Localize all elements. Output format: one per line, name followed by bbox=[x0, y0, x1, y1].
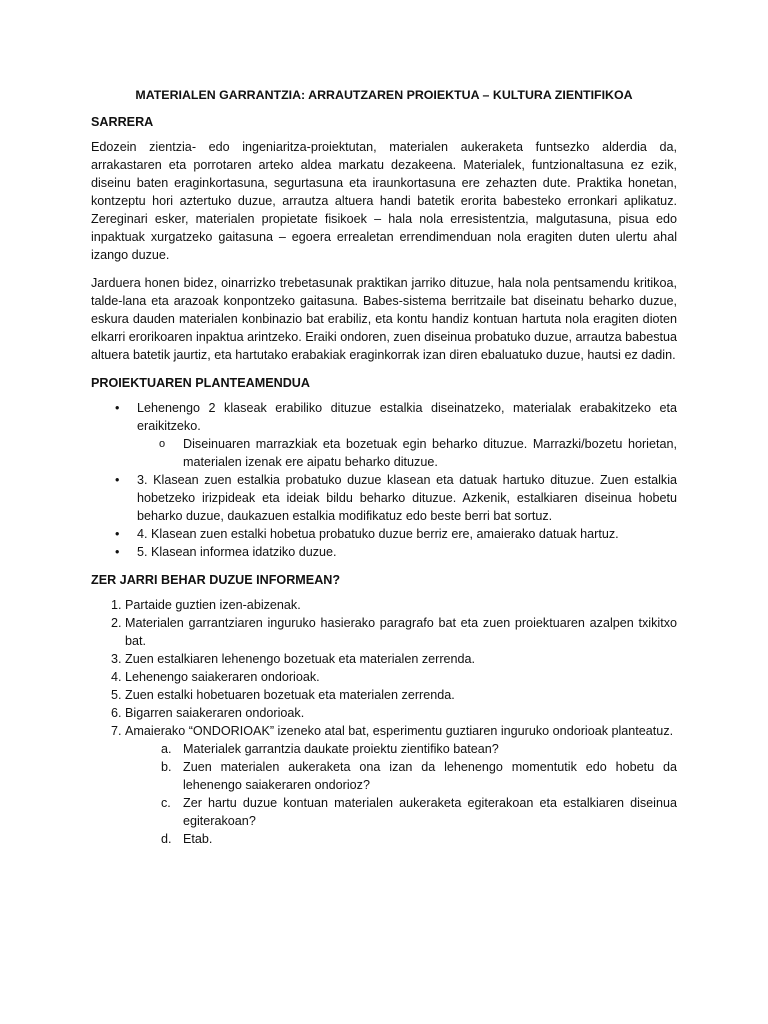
conclusion-question-text: Materialek garrantzia daukate proiektu zientifiko batean? bbox=[183, 742, 499, 756]
bullet-icon: • bbox=[115, 527, 120, 541]
conclusion-question-text: Zer hartu duzue kontuan materialen aukeraketa egiterakoan eta estalkiaren diseinua egiterakoan? bbox=[183, 796, 677, 828]
list-number: 6. bbox=[111, 706, 122, 720]
list-item bbox=[91, 704, 677, 722]
list-item bbox=[91, 471, 677, 525]
conclusions-sub-list bbox=[125, 740, 677, 848]
plan-list bbox=[91, 399, 677, 561]
document-page bbox=[91, 86, 677, 848]
list-letter: c. bbox=[161, 796, 171, 810]
document-title: MATERIALEN GARRANTZIA: ARRAUTZAREN PROIEKTUA – KULTURA ZIENTIFIKOA bbox=[135, 88, 633, 102]
list-item bbox=[125, 758, 677, 794]
intro-paragraph-2: Jarduera honen bidez, oinarrizko trebetasunak praktikan jarriko dituzue, hala nola pentsamendu kritikoa, talde-lana eta arazoak konpontzeko gaitasuna. Babes-sistema berritzaile bat diseinatu beharko duzue, eskura dauden materialen konbinazio bat erabiliz, eta kontu handiz kontuan hartuta nola eragiten dioten elkarri erorikoaren inpaktua arintzeko. Eraiki ondoren, zuen diseinua probatuko duzue, arrautza babestua altuera batetik jaurtiz, eta hartutako erabakiak eraginkorrak izan diren ebaluatuko duzue, hautsi ez dadin. bbox=[91, 276, 677, 362]
bullet-icon: • bbox=[115, 401, 120, 415]
section-heading-intro: SARRERA bbox=[91, 115, 154, 129]
list-item bbox=[91, 686, 677, 704]
list-letter: a. bbox=[161, 742, 172, 756]
list-number: 1. bbox=[111, 598, 122, 612]
intro-paragraph-1: Edozein zientzia- edo ingeniaritza-proiektutan, materialen aukeraketa funtsezko alderdia da, arrakastaren eta porrotaren arteko aldea markatu dezakeena. Materialek, funtzionaltasuna ez ezik, diseinu baten eraginkortasuna, segurtasuna eta iraunkortasuna ere zehazten dute. Praktika honetan, kontzeptu hori aztertuko duzue, arrautza altuera handi batetik erorita babesteko erronkari aplikatuz. Zereginari esker, materialen propietate fisikoek – hala nola erresistentzia, malgutasuna, pisua edo inpaktuak xurgatzeko gaitasuna – egoera errealetan errendimenduan nola eragiten duten ulertu ahal izango duzue. bbox=[91, 140, 677, 262]
list-item bbox=[91, 722, 677, 848]
report-item-text: Bigarren saiakeraren ondorioak. bbox=[125, 706, 305, 720]
list-item bbox=[137, 435, 677, 471]
section-heading-plan: PROIEKTUAREN PLANTEAMENDUA bbox=[91, 376, 310, 390]
report-item-text: Lehenengo saiakeraren ondorioak. bbox=[125, 670, 320, 684]
list-item bbox=[125, 794, 677, 830]
list-item bbox=[91, 650, 677, 668]
bullet-icon: • bbox=[115, 473, 120, 487]
plan-item-text: 4. Klasean zuen estalki hobetua probatuko duzue berriz ere, amaierako datuak hartuz. bbox=[137, 527, 619, 541]
list-number: 3. bbox=[111, 652, 122, 666]
list-item bbox=[125, 740, 677, 758]
plan-sub-list bbox=[137, 435, 677, 471]
report-item-text: Materialen garrantziaren inguruko hasierako paragrafo bat eta zuen proiektuaren azalpen txikitxo bat. bbox=[125, 616, 677, 648]
plan-item-text: 5. Klasean informea idatziko duzue. bbox=[137, 545, 337, 559]
report-item-text: Zuen estalkiaren lehenengo bozetuak eta materialen zerrenda. bbox=[125, 652, 476, 666]
list-letter: d. bbox=[161, 832, 172, 846]
list-item bbox=[91, 614, 677, 650]
list-number: 7. bbox=[111, 724, 122, 738]
report-list bbox=[91, 596, 677, 848]
list-item bbox=[91, 399, 677, 471]
list-number: 4. bbox=[111, 670, 122, 684]
section-heading-report: ZER JARRI BEHAR DUZUE INFORMEAN? bbox=[91, 573, 341, 587]
sub-bullet-icon: o bbox=[159, 438, 166, 450]
conclusion-question-text: Etab. bbox=[183, 832, 213, 846]
list-item bbox=[91, 596, 677, 614]
report-item-text: Partaide guztien izen-abizenak. bbox=[125, 598, 301, 612]
plan-subitem-text: Diseinuaren marrazkiak eta bozetuak egin beharko dituzue. Marrazki/bozetu horietan, materialen izenak ere aipatu beharko dituzue. bbox=[183, 437, 677, 469]
list-number: 2. bbox=[111, 616, 122, 630]
bullet-icon: • bbox=[115, 545, 120, 559]
list-item bbox=[91, 525, 677, 543]
list-item bbox=[125, 830, 677, 848]
report-item-text: Zuen estalki hobetuaren bozetuak eta materialen zerrenda. bbox=[125, 688, 455, 702]
plan-item-text: Lehenengo 2 klaseak erabiliko dituzue estalkia diseinatzeko, materialak erabakitzeko eta eraikitzeko. bbox=[137, 401, 677, 433]
conclusion-question-text: Zuen materialen aukeraketa ona izan da lehenengo momentutik edo hobetu da lehenengo saiakeraren ondorioz? bbox=[183, 760, 677, 792]
list-letter: b. bbox=[161, 760, 172, 774]
plan-item-text: 3. Klasean zuen estalkia probatuko duzue klasean eta datuak hartuko dituzue. Zuen estalkia hobetzeko irizpideak eta ideiak bildu beharko dituzue. Azkenik, estalkiaren diseinua hobetu beharko duzue, daukazuen estalkia modifikatuz edo beste berri bat sortuz. bbox=[137, 473, 677, 523]
report-item-text: Amaierako “ONDORIOAK” izeneko atal bat, esperimentu guztiaren inguruko ondorioak planteatuz. bbox=[125, 724, 674, 738]
list-item bbox=[91, 668, 677, 686]
list-item bbox=[91, 543, 677, 561]
list-number: 5. bbox=[111, 688, 122, 702]
